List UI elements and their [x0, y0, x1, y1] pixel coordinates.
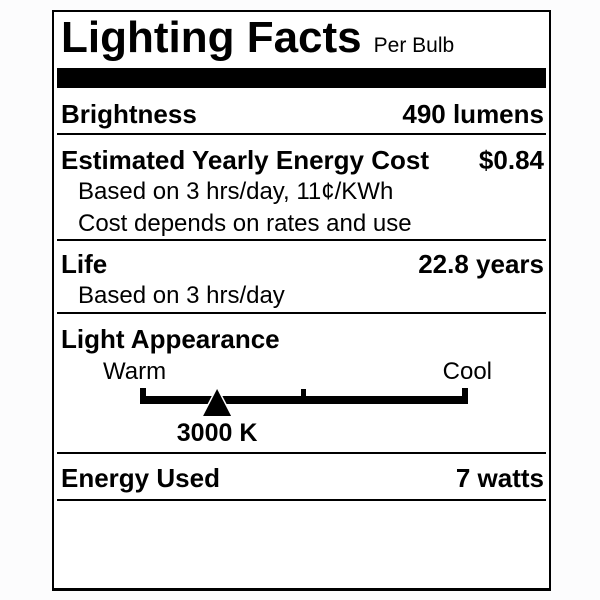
- life-row: [57, 249, 546, 279]
- brightness-label: Brightness: [61, 99, 197, 129]
- warm-cool-scale: [57, 388, 546, 418]
- warm-label: Warm: [103, 358, 167, 385]
- per-bulb-subtitle: Per Bulb: [373, 34, 455, 57]
- energy-used-label: Energy Used: [61, 463, 220, 493]
- label-title: Lighting Facts: [61, 13, 362, 62]
- energy-cost-label: Estimated Yearly Energy Cost: [61, 145, 430, 175]
- energy-cost-note-basis: Based on 3 hrs/day, 11¢/KWh: [78, 178, 394, 205]
- scale-endpoint-labels: [57, 358, 546, 386]
- energy-cost-value: $0.84: [478, 145, 544, 175]
- energy-cost-note-disclaimer: Cost depends on rates and use: [78, 210, 412, 237]
- cool-label: Cool: [442, 358, 492, 385]
- scale-tick-middle: [301, 389, 306, 404]
- energy-used-row: [57, 463, 546, 493]
- section-rule: [57, 133, 546, 135]
- kelvin-value: 3000 K: [176, 419, 258, 447]
- brightness-value: 490 lumens: [402, 99, 544, 129]
- section-rule: [57, 499, 546, 501]
- kelvin-row: [57, 418, 546, 448]
- life-note-basis: Based on 3 hrs/day: [78, 282, 285, 309]
- section-rule: [57, 239, 546, 241]
- life-value: 22.8 years: [418, 249, 544, 279]
- energy-used-value: 7 watts: [455, 463, 544, 493]
- header-divider-bar: [57, 68, 546, 88]
- scale-tick-left: [140, 388, 146, 404]
- energy-cost-row: [57, 145, 546, 175]
- section-rule: [57, 452, 546, 454]
- scale-tick-right: [462, 388, 468, 404]
- lighting-facts-label: [52, 10, 551, 591]
- title-row: [57, 12, 546, 62]
- section-rule: [57, 312, 546, 314]
- brightness-row: [57, 99, 546, 129]
- life-label: Life: [61, 249, 108, 279]
- light-appearance-title: Light Appearance: [61, 324, 280, 354]
